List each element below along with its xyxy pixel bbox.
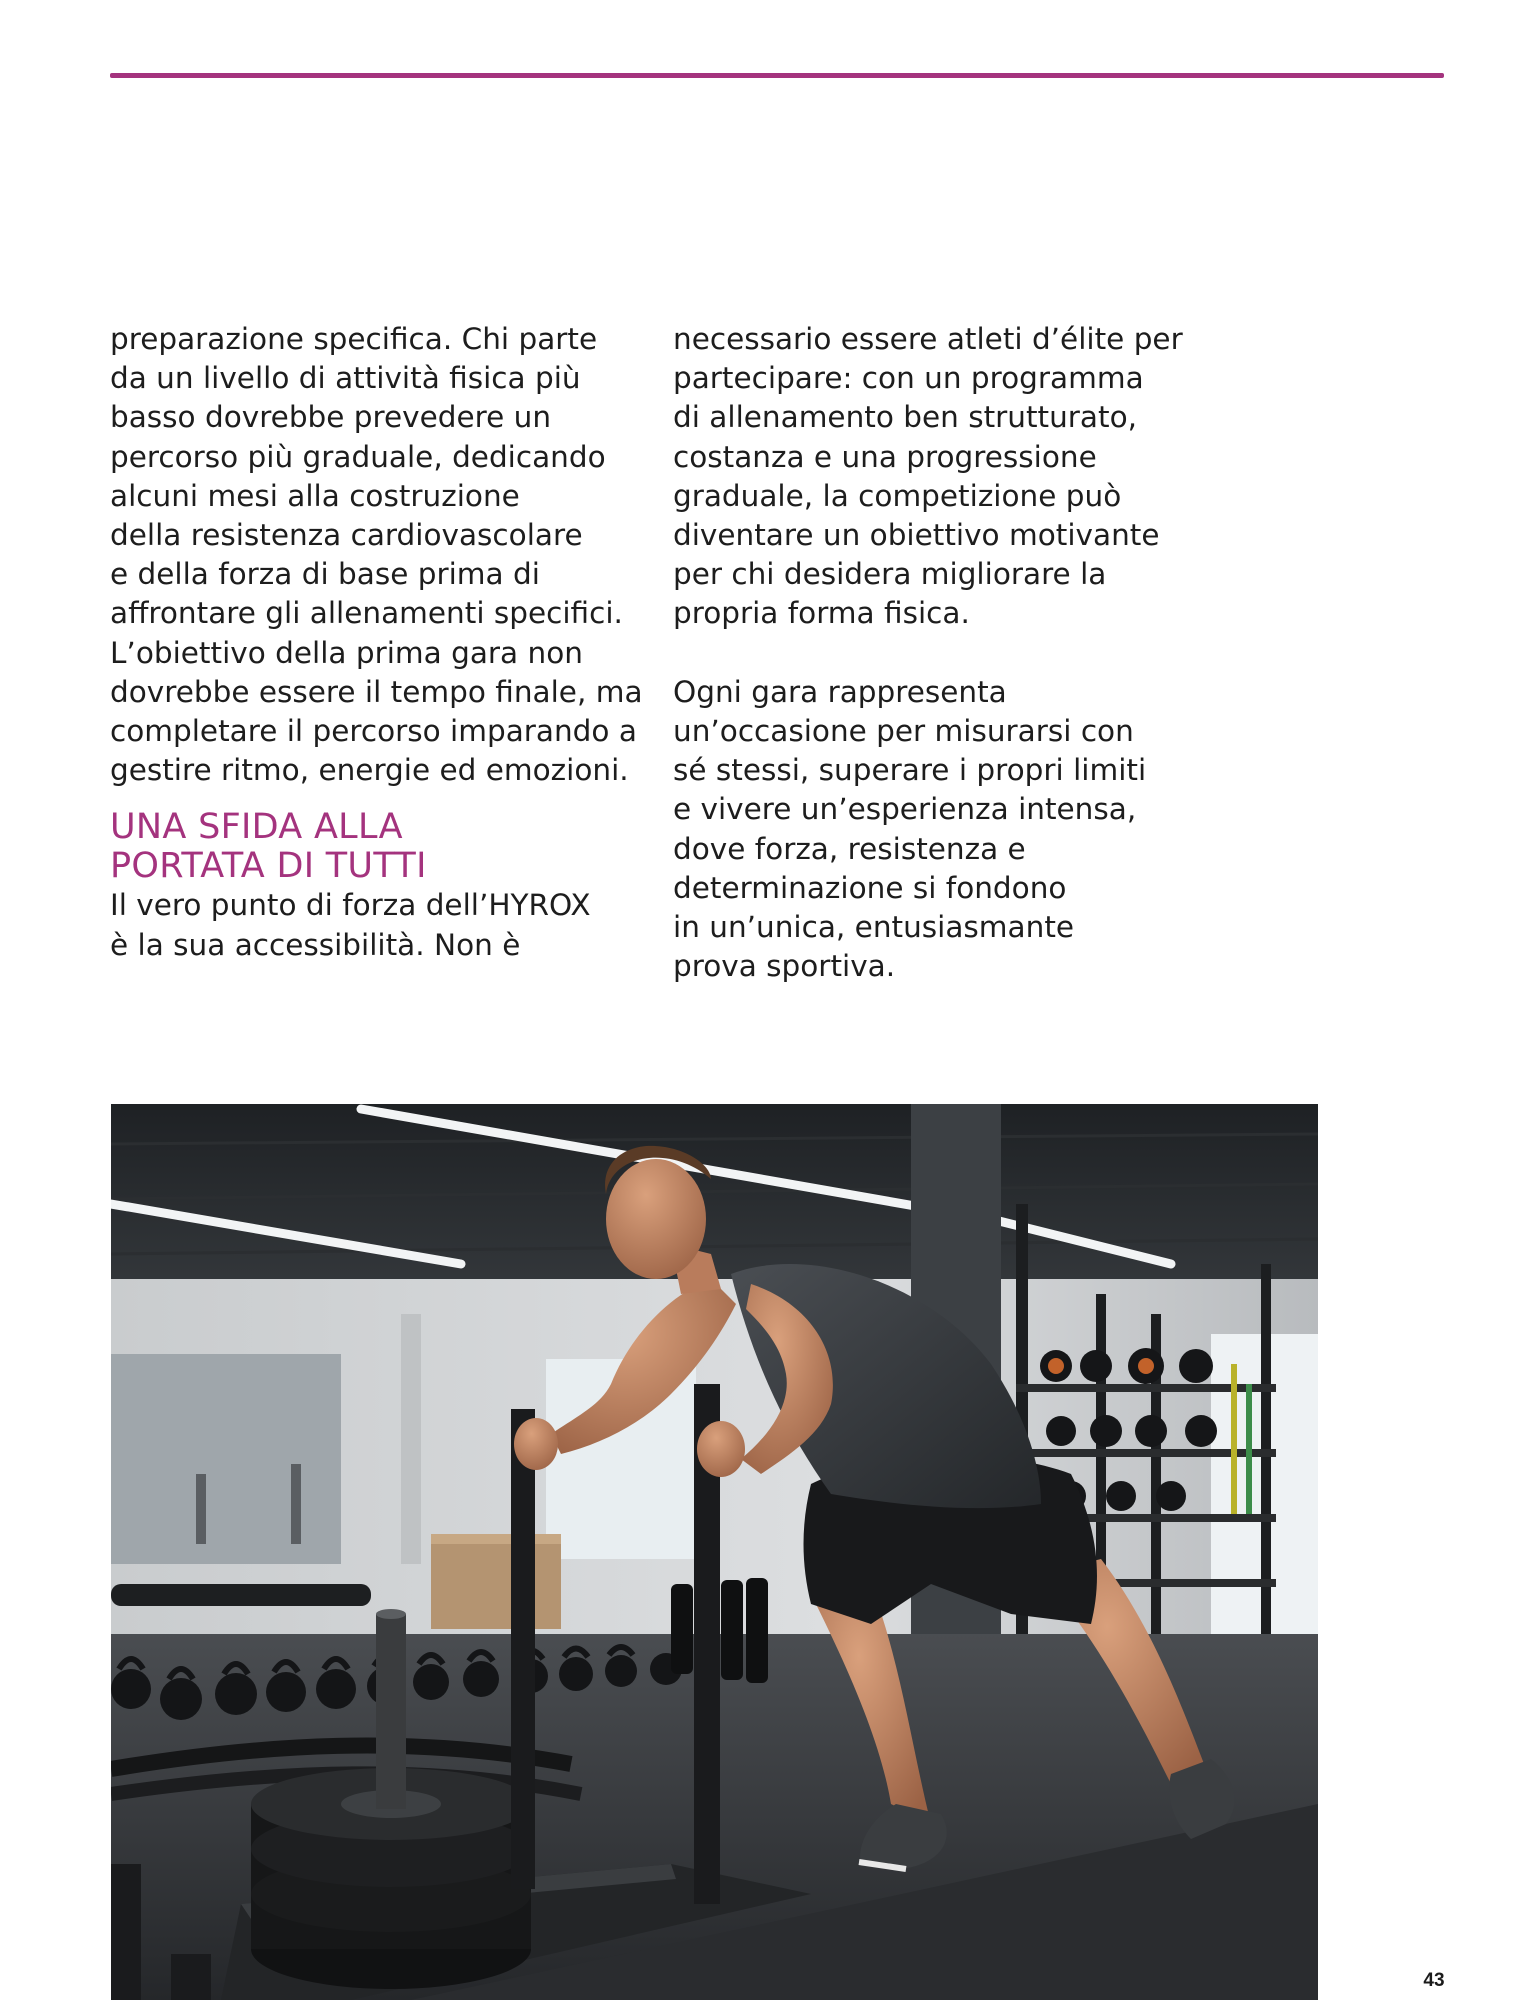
right-column	[673, 320, 1213, 986]
text-line: alcuni mesi alla costruzione	[110, 478, 520, 513]
text-line: completare il percorso imparando a	[110, 714, 637, 749]
text-line: propria forma fisica.	[673, 596, 970, 631]
text-line: L’obiettivo della prima gara non	[110, 635, 583, 670]
text-line: in un’unica, entusiasmante	[673, 910, 1075, 945]
section-paragraph	[110, 886, 650, 964]
text-line: basso dovrebbe prevedere un	[110, 400, 552, 435]
intro-paragraph	[110, 320, 650, 790]
text-line: preparazione specifica. Chi parte	[110, 322, 598, 356]
text-line: un’occasione per misurarsi con	[673, 714, 1134, 749]
top-accent-rule	[110, 73, 1444, 78]
text-line: affrontare gli allenamenti specifici.	[110, 596, 623, 631]
left-column	[110, 320, 650, 965]
section-heading	[110, 808, 650, 886]
text-line: diventare un obiettivo motivante	[673, 518, 1160, 553]
text-line: necessario essere atleti d’élite per	[673, 322, 1183, 356]
closing-paragraph	[673, 673, 1213, 987]
gym-sled-push-photo	[111, 1104, 1318, 2000]
continuation-paragraph	[673, 320, 1213, 634]
text-line: costanza e una progressione	[673, 439, 1097, 474]
text-line: di allenamento ben strutturato,	[673, 400, 1138, 435]
page-number: 43	[1423, 1970, 1445, 1991]
text-line: Il vero punto di forza dell’HYROX	[110, 888, 591, 923]
text-line: è la sua accessibilità. Non è	[110, 927, 521, 962]
text-line: della resistenza cardiovascolare	[110, 518, 583, 553]
text-line: per chi desidera migliorare la	[673, 557, 1107, 592]
text-line: e vivere un’esperienza intensa,	[673, 792, 1137, 827]
text-line: e della forza di base prima di	[110, 557, 540, 592]
heading-line: UNA SFIDA ALLA	[110, 807, 403, 848]
paragraph-gap	[673, 634, 1213, 673]
text-line: partecipare: con un programma	[673, 361, 1144, 396]
text-line: prova sportiva.	[673, 949, 896, 984]
text-line: gestire ritmo, energie ed emozioni.	[110, 753, 629, 788]
photo-illustration	[111, 1104, 1318, 2000]
text-line: Ogni gara rappresenta	[673, 674, 1007, 709]
heading-line: PORTATA DI TUTTI	[110, 846, 427, 887]
text-line: dove forza, resistenza e	[673, 831, 1026, 866]
text-line: percorso più graduale, dedicando	[110, 439, 606, 474]
text-line: sé stessi, superare i propri limiti	[673, 753, 1147, 788]
text-line: graduale, la competizione può	[673, 478, 1122, 513]
text-line: da un livello di attività fisica più	[110, 361, 581, 396]
text-line: determinazione si fondono	[673, 870, 1067, 905]
text-line: dovrebbe essere il tempo finale, ma	[110, 674, 643, 709]
